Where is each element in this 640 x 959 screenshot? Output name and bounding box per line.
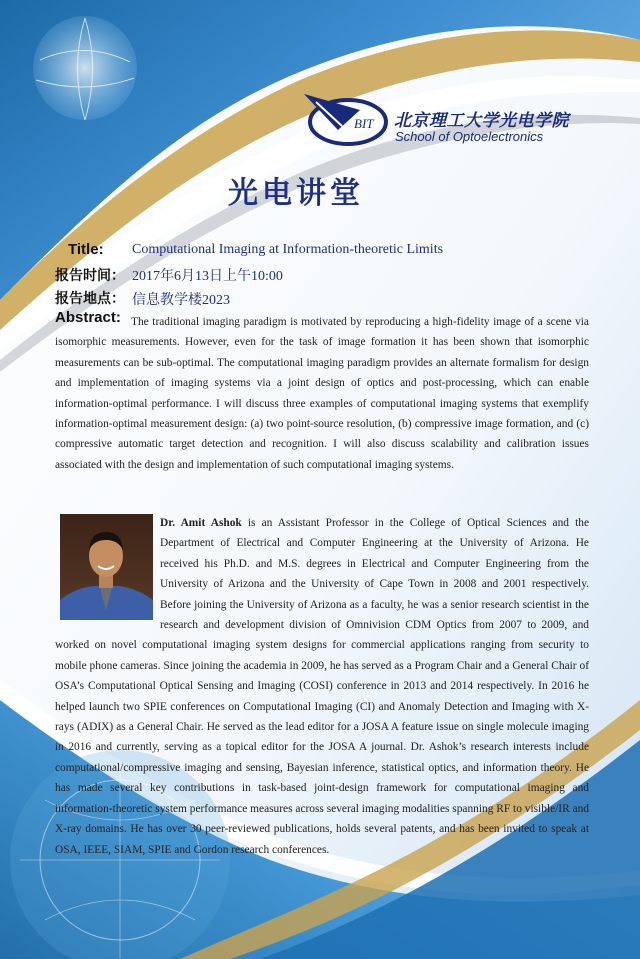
abstract-text: The traditional imaging paradigm is motivated by reproducing a high-fidelity image of a scene via isomorphic measurements. However, even for the task of image formation it has been shown that isomorphic measurements can be sub-optimal. The computational imaging paradigm provides an alternate formalism for design and implementation of imaging systems via a joint design of optics and post-processing, which can enable information-optimal performance. I will discuss three examples of computational imaging systems that exemplify information-optimal measurement design: (a) two point-source resolution, (b) compressive image formation, and (c) compressive automatic target detection and recognition. I will also discuss scalability and calibration issues associated with the design and implementation of such computational imaging systems. (55, 316, 589, 471)
lecture-series-title: 光电讲堂 (228, 176, 364, 211)
speaker-name: Dr. Amit Ashok (160, 517, 242, 529)
logo-text: BIT (354, 116, 374, 131)
school-name-english: School of Optoelectronics (395, 129, 544, 144)
talk-time: 2017年6月13日上午10:00 (132, 269, 283, 284)
bit-logo (298, 86, 388, 148)
bio-text: is an Assistant Professor in the College of Optical Sciences and the Department of Electrical and Computer Engineering at the University of Arizona. He received his Ph.D. and M.S. degrees in Electrical and Computer Engineering from the University of Arizona and the University of Cape Town in 2008 and 2001 respectively. Before joining the University of Arizona as a faculty, he was a senior research scientist in the research and development division of Omnivision CDM Optics from 2007 to 2009, and worked on novel computational imaging system designs for commercial applications ranging from security to mobile phone cameras. Since joining the academia in 2009, he has served as a Program Chair and a General Chair of OSA’s Computational Optical Sensing and Imaging (COSI) conference in 2013 and 2014 respectively. In 2016 he helped launch two SPIE conferences on Computational Imaging (CI) and Anomaly Detection and Imaging with X-rays (ADIX) as a General Chair. He served as the lead editor for a JOSA A feature issue on single molecule imaging in 2016 and currently, serving as a topical editor for the JOSA A journal. Dr. Ashok’s research interests include computational/compressive imaging and sensing, Bayesian inference, statistical optics, and information theory. He has made several key contributions in task-based joint-design framework for computational imaging and information-theoretic system performance measures across several imaging modalities spanning RF to visible/IR and X-ray domains. He has over 30 peer-reviewed publications, holds several patents, and has been invited to speak at OSA, IEEE, SIAM, SPIE and Gordon research conferences. (55, 517, 590, 856)
talk-location: 信息教学楼2023 (132, 293, 230, 308)
speaker-bio (55, 513, 589, 860)
talk-title: Computational Imaging at Information-theoretic Limits (132, 242, 444, 257)
title-label: Title: (68, 241, 104, 258)
school-name-chinese: 北京理工大学光电学院 (394, 111, 569, 131)
photo-spacer (55, 513, 160, 619)
time-label: 报告时间： (55, 268, 125, 284)
place-label: 报告地点： (55, 291, 125, 307)
abstract-label: Abstract: (55, 309, 121, 326)
